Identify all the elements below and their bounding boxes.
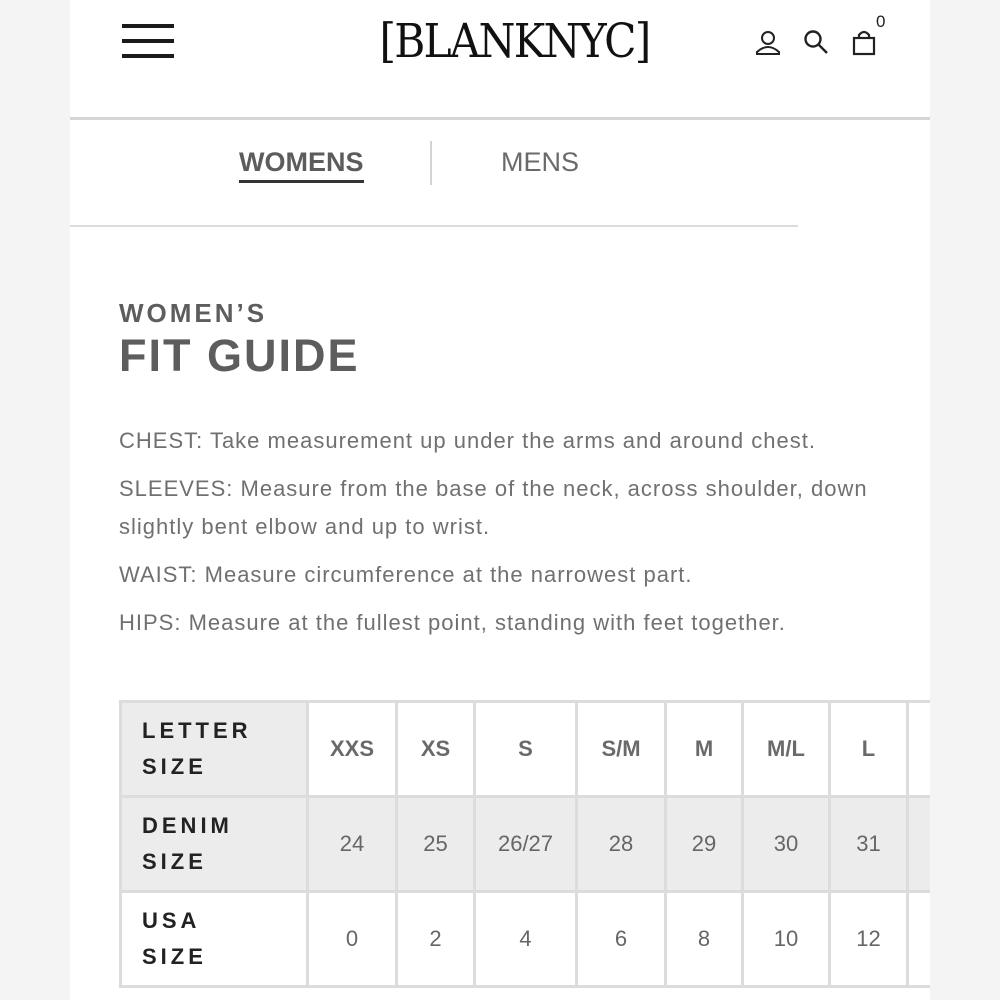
table-cell: 30 — [743, 797, 830, 892]
table-cell — [908, 702, 931, 797]
row-header-line: SIZE — [142, 849, 207, 874]
table-cell: 31 — [830, 797, 908, 892]
fit-guide-page — [70, 0, 930, 1000]
menu-icon-bar — [122, 24, 174, 28]
row-header-line: LETTER — [142, 718, 252, 743]
table-cell: 4 — [475, 892, 577, 987]
table-cell: M/L — [743, 702, 830, 797]
row-header-line: SIZE — [142, 944, 207, 969]
instruction-sleeves-line1: SLEEVES: Measure from the base of the neck, across shoulder, down — [119, 476, 868, 501]
table-cell: 29 — [666, 797, 743, 892]
table-cell — [908, 892, 931, 987]
table-cell: L — [830, 702, 908, 797]
table-row-usa-size — [121, 892, 931, 987]
row-header-line: SIZE — [142, 754, 207, 779]
table-cell: XXS — [308, 702, 397, 797]
tab-divider — [430, 141, 432, 185]
table-row-denim-size — [121, 797, 931, 892]
table-cell: 10 — [743, 892, 830, 987]
table-row-letter-size — [121, 702, 931, 797]
table-cell: M — [666, 702, 743, 797]
search-icon[interactable] — [802, 28, 830, 56]
table-cell: 26/27 — [475, 797, 577, 892]
instruction-hips: HIPS: Measure at the fullest point, standing with feet together. — [119, 610, 786, 635]
table-cell: 2 — [397, 892, 475, 987]
table-cell: 25 — [397, 797, 475, 892]
instruction-chest: CHEST: Take measurement up under the arms and around chest. — [119, 428, 816, 453]
account-icon[interactable] — [754, 28, 782, 56]
gender-tabs — [70, 121, 798, 227]
tab-womens[interactable]: WOMENS — [239, 147, 364, 183]
guide-subtitle: WOMEN’S — [119, 298, 268, 328]
bag-icon[interactable] — [850, 28, 878, 56]
table-cell — [908, 797, 931, 892]
table-cell: 8 — [666, 892, 743, 987]
header-divider — [70, 117, 930, 120]
row-header-denim-size — [121, 797, 308, 892]
instruction-sleeves-line2: slightly bent elbow and up to wrist. — [119, 514, 491, 539]
menu-icon[interactable] — [122, 24, 174, 62]
table-cell: XS — [397, 702, 475, 797]
table-cell: 12 — [830, 892, 908, 987]
size-chart-table — [119, 700, 930, 988]
instruction-sleeves — [119, 470, 930, 546]
menu-icon-bar — [122, 39, 174, 43]
instruction-waist: WAIST: Measure circumference at the narrowest part. — [119, 562, 693, 587]
brand-logo[interactable]: [BLANKNYC] — [379, 14, 650, 69]
table-cell: 28 — [577, 797, 666, 892]
table-cell: 0 — [308, 892, 397, 987]
row-header-line: DENIM — [142, 813, 233, 838]
cart-count-badge: 0 — [876, 12, 886, 31]
table-cell: S — [475, 702, 577, 797]
table-cell: 24 — [308, 797, 397, 892]
guide-title: FIT GUIDE — [119, 330, 360, 381]
menu-icon-bar — [122, 54, 174, 58]
table-cell: S/M — [577, 702, 666, 797]
row-header-usa-size — [121, 892, 308, 987]
tab-mens[interactable]: MENS — [501, 147, 580, 177]
site-header — [70, 0, 930, 118]
row-header-letter-size — [121, 702, 308, 797]
table-cell: 6 — [577, 892, 666, 987]
row-header-line: USA — [142, 908, 201, 933]
